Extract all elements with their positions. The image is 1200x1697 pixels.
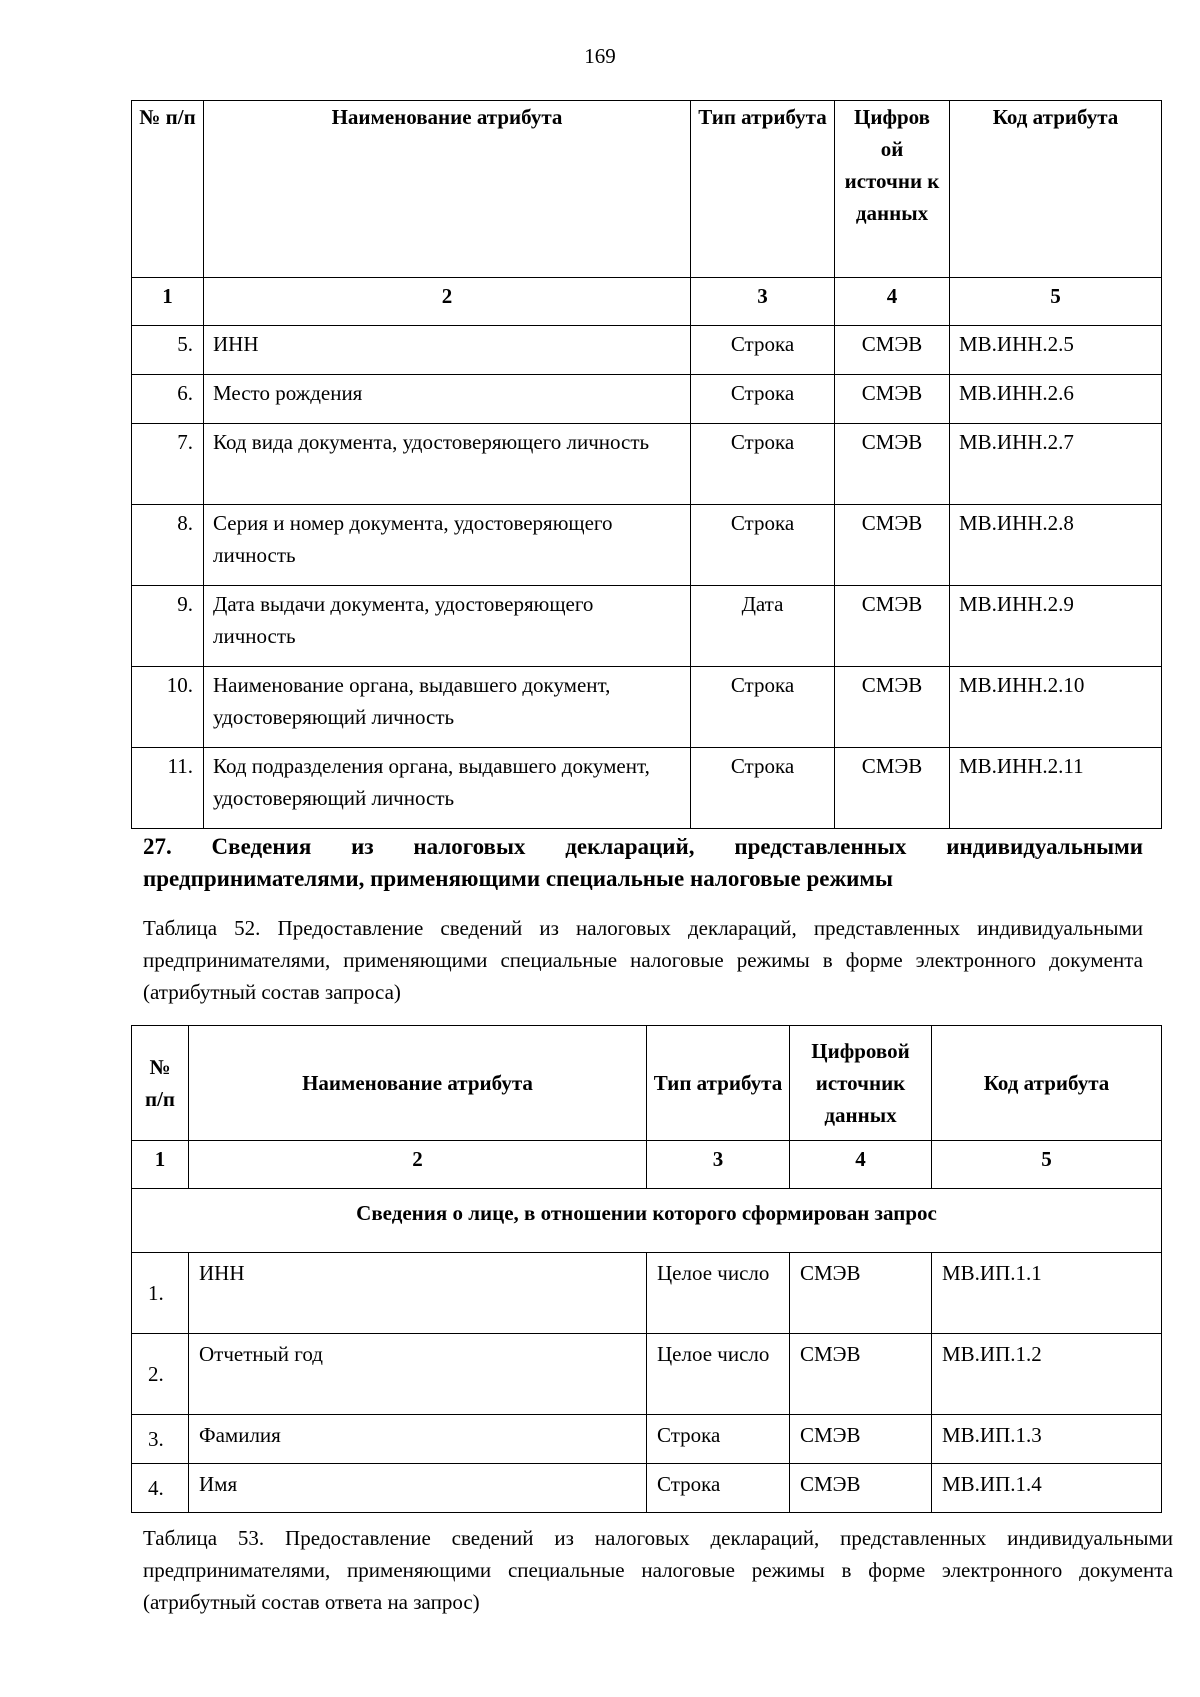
row-num: 3. bbox=[132, 1415, 189, 1464]
table-section-row bbox=[132, 1189, 1162, 1253]
row-type: Целое число bbox=[647, 1253, 790, 1334]
table-caption: Таблица 53. Предоставление сведений из налоговых деклараций, представленных индивидуальными предпринимателями, применяющими специальные налоговые режимы в форме электронного документа (атрибутный состав ответа на запрос) bbox=[143, 1526, 1173, 1614]
column-number-row bbox=[132, 1141, 1162, 1189]
row-source: СМЭВ bbox=[835, 424, 950, 505]
request-attributes-table bbox=[131, 1025, 1162, 1513]
row-type: Строка bbox=[691, 424, 835, 505]
row-code: МВ.ИНН.2.5 bbox=[950, 326, 1162, 375]
row-code: МВ.ИНН.2.6 bbox=[950, 375, 1162, 424]
table-header-row bbox=[132, 1026, 1162, 1141]
table-section-heading: Сведения о лице, в отношении которого сформирован запрос bbox=[132, 1189, 1162, 1253]
col-number: 2 bbox=[204, 278, 691, 326]
header-type: Тип атрибута bbox=[647, 1026, 790, 1141]
header-code: Код атрибута bbox=[932, 1026, 1162, 1141]
header-name: Наименование атрибута bbox=[204, 101, 691, 278]
row-type: Целое число bbox=[647, 1334, 790, 1415]
row-source: СМЭВ bbox=[835, 667, 950, 748]
col-number: 3 bbox=[691, 278, 835, 326]
row-num: 9. bbox=[132, 586, 204, 667]
row-type: Строка bbox=[691, 505, 835, 586]
row-num: 11. bbox=[132, 748, 204, 829]
header-source: Цифровой источник данных bbox=[790, 1026, 932, 1141]
row-num: 4. bbox=[132, 1464, 189, 1513]
row-code: МВ.ИП.1.4 bbox=[932, 1464, 1162, 1513]
row-type: Строка bbox=[691, 326, 835, 375]
row-code: МВ.ИП.1.3 bbox=[932, 1415, 1162, 1464]
row-num: 2. bbox=[132, 1334, 189, 1415]
row-num: 7. bbox=[132, 424, 204, 505]
col-number: 4 bbox=[790, 1141, 932, 1189]
row-num: 1. bbox=[132, 1253, 189, 1334]
table-row bbox=[132, 375, 1162, 424]
table-row bbox=[132, 1415, 1162, 1464]
row-name: ИНН bbox=[204, 326, 691, 375]
table-row bbox=[132, 586, 1162, 667]
col-number: 4 bbox=[835, 278, 950, 326]
col-number: 1 bbox=[132, 278, 204, 326]
table-row bbox=[132, 424, 1162, 505]
row-source: СМЭВ bbox=[835, 375, 950, 424]
row-code: МВ.ИНН.2.8 bbox=[950, 505, 1162, 586]
col-number: 5 bbox=[932, 1141, 1162, 1189]
header-num: № п/п bbox=[132, 1026, 189, 1141]
row-type: Строка bbox=[647, 1464, 790, 1513]
col-number: 5 bbox=[950, 278, 1162, 326]
row-num: 8. bbox=[132, 505, 204, 586]
row-code: МВ.ИП.1.1 bbox=[932, 1253, 1162, 1334]
row-source: СМЭВ bbox=[790, 1253, 932, 1334]
attributes-table-continued bbox=[131, 100, 1162, 829]
row-code: МВ.ИНН.2.9 bbox=[950, 586, 1162, 667]
table-row bbox=[132, 505, 1162, 586]
table-row bbox=[132, 748, 1162, 829]
row-name: Дата выдачи документа, удостоверяющего личность bbox=[204, 586, 691, 667]
row-code: МВ.ИП.1.2 bbox=[932, 1334, 1162, 1415]
table-caption: Таблица 52. Предоставление сведений из налоговых деклараций, представленных индивидуальными предпринимателями, применяющими специальные налоговые режимы в форме электронного документа (атрибутный состав запроса) bbox=[143, 916, 1143, 1004]
row-source: СМЭВ bbox=[835, 586, 950, 667]
row-type: Строка bbox=[691, 667, 835, 748]
row-type: Дата bbox=[691, 586, 835, 667]
row-name: ИНН bbox=[189, 1253, 647, 1334]
row-num: 10. bbox=[132, 667, 204, 748]
row-source: СМЭВ bbox=[790, 1464, 932, 1513]
table-row bbox=[132, 326, 1162, 375]
table-row bbox=[132, 1334, 1162, 1415]
row-type: Строка bbox=[691, 748, 835, 829]
row-source: СМЭВ bbox=[790, 1334, 932, 1415]
table-row bbox=[132, 1464, 1162, 1513]
row-name: Отчетный год bbox=[189, 1334, 647, 1415]
row-source: СМЭВ bbox=[835, 748, 950, 829]
row-code: МВ.ИНН.2.7 bbox=[950, 424, 1162, 505]
table-header-row bbox=[132, 101, 1162, 278]
table-row bbox=[132, 1253, 1162, 1334]
page-number: 169 bbox=[584, 44, 616, 68]
row-name: Код подразделения органа, выдавшего документ, удостоверяющий личность bbox=[204, 748, 691, 829]
row-name: Наименование органа, выдавшего документ, удостоверяющий личность bbox=[204, 667, 691, 748]
col-number: 3 bbox=[647, 1141, 790, 1189]
table-row bbox=[132, 667, 1162, 748]
column-number-row bbox=[132, 278, 1162, 326]
row-name: Место рождения bbox=[204, 375, 691, 424]
row-type: Строка bbox=[691, 375, 835, 424]
col-number: 2 bbox=[189, 1141, 647, 1189]
row-code: МВ.ИНН.2.11 bbox=[950, 748, 1162, 829]
row-source: СМЭВ bbox=[835, 505, 950, 586]
row-name: Имя bbox=[189, 1464, 647, 1513]
header-num: № п/п bbox=[132, 101, 204, 278]
row-source: СМЭВ bbox=[790, 1415, 932, 1464]
col-number: 1 bbox=[132, 1141, 189, 1189]
row-name: Код вида документа, удостоверяющего личность bbox=[204, 424, 691, 505]
header-source: Цифров ой источни к данных bbox=[835, 101, 950, 278]
row-code: МВ.ИНН.2.10 bbox=[950, 667, 1162, 748]
row-num: 6. bbox=[132, 375, 204, 424]
row-name: Серия и номер документа, удостоверяющего личность bbox=[204, 505, 691, 586]
header-code: Код атрибута bbox=[950, 101, 1162, 278]
row-num: 5. bbox=[132, 326, 204, 375]
row-source: СМЭВ bbox=[835, 326, 950, 375]
section-heading: 27. Сведения из налоговых деклараций, представленных индивидуальными предпринимателями, применяющими специальные налоговые режимы bbox=[143, 834, 1143, 891]
header-name: Наименование атрибута bbox=[189, 1026, 647, 1141]
header-type: Тип атрибута bbox=[691, 101, 835, 278]
row-type: Строка bbox=[647, 1415, 790, 1464]
row-name: Фамилия bbox=[189, 1415, 647, 1464]
